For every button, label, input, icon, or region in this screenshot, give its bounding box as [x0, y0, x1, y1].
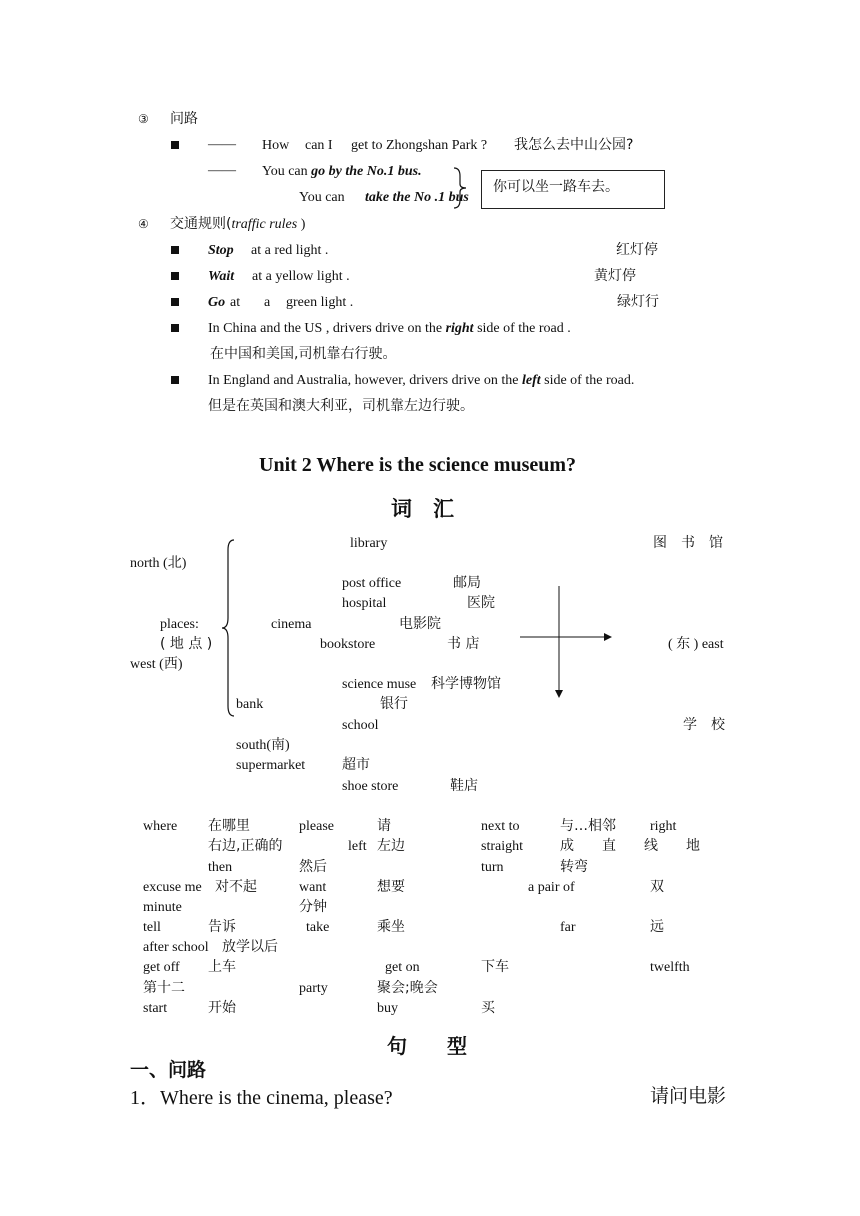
place-school-cn: 学 校 — [683, 717, 725, 733]
word-where: where — [143, 819, 178, 834]
word-get-off-cn: 上车 — [208, 959, 236, 975]
place-science-museum: science muse — [342, 677, 417, 692]
word-straight-cn: 成 直 线 地 — [560, 838, 700, 854]
compass-arrows-icon — [518, 584, 614, 700]
brace-icon — [218, 538, 240, 718]
compass-south: south(南) — [236, 738, 290, 753]
word-next-to-cn: 与…相邻 — [560, 818, 616, 834]
rule-wait-text: at a yellow light . — [252, 269, 350, 284]
compass-north: north (北) — [130, 556, 187, 571]
rule-china: In China and the US , drivers drive on the right side of the road . — [208, 321, 571, 336]
place-cinema-cn: 电影院 — [399, 616, 441, 632]
place-post-office-cn: 邮局 — [453, 575, 481, 591]
word-take: take — [306, 920, 330, 935]
bullet-icon — [171, 272, 179, 280]
section-4-title: 交通规则(traffic rules ) — [170, 216, 306, 232]
word-right-cn: 右边,正确的 — [208, 838, 283, 854]
place-bank: bank — [236, 697, 264, 712]
word-far: far — [560, 920, 576, 935]
rule-go-cn: 绿灯行 — [617, 294, 659, 310]
word-twelfth-cn: 第十二 — [143, 980, 185, 996]
place-bank-cn: 银行 — [380, 696, 408, 712]
place-supermarket-cn: 超市 — [342, 757, 370, 773]
word-left-cn: 左边 — [377, 838, 405, 854]
rule-china-cn: 在中国和美国,司机靠右行驶。 — [210, 346, 397, 362]
bullet-icon — [171, 141, 179, 149]
rule-go-text: green light . — [286, 295, 354, 310]
bullet-icon — [171, 376, 179, 384]
answer-1: You can go by the No.1 bus. — [262, 164, 422, 179]
sentence-1-cn: 请问电影 — [650, 1085, 727, 1107]
word-next-to: next to — [481, 819, 520, 834]
section-4-number: ④ — [138, 217, 149, 231]
bullet-icon — [171, 324, 179, 332]
word-minute: minute — [143, 900, 182, 915]
places-label-cn: ( 地 点 ) — [160, 636, 213, 652]
word-where-cn: 在哪里 — [208, 818, 250, 834]
word-after-school: after school — [143, 940, 209, 955]
word-then-cn: 然后 — [299, 859, 327, 875]
rule-stop-cn: 红灯停 — [616, 242, 658, 258]
word-a-pair-of-cn: 双 — [650, 879, 664, 895]
word-buy: buy — [377, 1001, 398, 1016]
word-want: want — [299, 880, 327, 895]
rule-go-at: at — [230, 295, 241, 310]
translation-box-text: 你可以坐一路车去。 — [493, 179, 619, 195]
place-science-museum-cn: 科学博物馆 — [431, 676, 501, 692]
word-far-cn: 远 — [650, 919, 664, 935]
brace-icon — [450, 166, 472, 210]
place-bookstore: bookstore — [320, 637, 376, 652]
rule-go-a: a — [264, 295, 271, 310]
word-twelfth: twelfth — [650, 960, 690, 975]
word-straight: straight — [481, 839, 523, 854]
place-supermarket: supermarket — [236, 758, 306, 773]
word-want-cn: 想要 — [377, 879, 405, 895]
word-tell-cn: 告诉 — [208, 919, 236, 935]
word-turn-cn: 转弯 — [560, 859, 588, 875]
compass-west: west (西) — [130, 657, 183, 672]
word-a-pair-of: a pair of — [528, 880, 575, 895]
section-3-number: ③ — [138, 112, 149, 126]
place-bookstore-cn: 书 店 — [447, 636, 480, 652]
rule-wait: Wait — [208, 269, 235, 284]
section-heading-ask-way: 一、问路 — [130, 1059, 207, 1081]
word-get-off: get off — [143, 960, 180, 975]
sentence-1: 1．Where is the cinema, please? — [130, 1087, 393, 1109]
question-cn: 我怎么去中山公园? — [514, 137, 634, 153]
rule-go: Go — [208, 295, 226, 310]
word-party-cn: 聚会;晚会 — [377, 980, 438, 996]
word-party: party — [299, 981, 328, 996]
place-shoe-store: shoe store — [342, 779, 399, 794]
place-shoe-store-cn: 鞋店 — [450, 778, 478, 794]
word-start: start — [143, 1001, 168, 1016]
word-right: right — [650, 819, 677, 834]
place-school: school — [342, 718, 379, 733]
translation-box — [481, 170, 665, 209]
word-minute-cn: 分钟 — [299, 899, 327, 915]
word-excuse-me-cn: 对不起 — [215, 879, 257, 895]
word-tell: tell — [143, 920, 161, 935]
word-left: left — [348, 839, 367, 854]
dash: —— — [208, 137, 236, 152]
rule-england-cn: 但是在英国和澳大利亚，司机靠左边行驶。 — [208, 398, 474, 414]
bullet-icon — [171, 246, 179, 254]
word-get-on: get on — [385, 960, 420, 975]
dash: —— — [208, 163, 236, 178]
rule-wait-cn: 黄灯停 — [594, 268, 636, 284]
rule-stop: Stop — [208, 243, 234, 258]
place-hospital-cn: 医院 — [467, 595, 495, 611]
place-cinema: cinema — [271, 617, 312, 632]
word-please-cn: 请 — [377, 818, 391, 834]
rule-england: In England and Australia, however, drivers drive on the left side of the road. — [208, 373, 635, 388]
place-post-office: post office — [342, 576, 402, 591]
word-then: then — [208, 860, 233, 875]
place-hospital: hospital — [342, 596, 387, 611]
place-library-cn: 图 书 馆 — [653, 535, 723, 551]
word-after-school-cn: 放学以后 — [222, 939, 278, 955]
question-how: How — [262, 138, 290, 153]
unit-title: Unit 2 Where is the science museum? — [259, 454, 577, 476]
word-excuse-me: excuse me — [143, 880, 202, 895]
places-label: places: — [160, 617, 199, 632]
place-library: library — [350, 536, 388, 551]
answer-2-prefix: You can — [299, 190, 345, 205]
compass-east: ( 东 ) east — [668, 637, 724, 652]
word-start-cn: 开始 — [208, 1000, 236, 1016]
word-get-on-cn: 下车 — [481, 959, 509, 975]
word-turn: turn — [481, 860, 504, 875]
answer-2-emphasis: take the No .1 bus — [365, 190, 469, 205]
rule-stop-text: at a red light . — [251, 243, 329, 258]
vocab-heading: 词 汇 — [391, 497, 454, 521]
word-buy-cn: 买 — [481, 1000, 495, 1016]
word-please: please — [299, 819, 334, 834]
question-can: can I — [305, 138, 333, 153]
sentence-heading: 句 型 — [387, 1034, 467, 1058]
word-take-cn: 乘坐 — [377, 919, 405, 935]
question-get: get to Zhongshan Park ? — [351, 138, 488, 153]
bullet-icon — [171, 298, 179, 306]
section-3-title: 问路 — [170, 111, 198, 127]
